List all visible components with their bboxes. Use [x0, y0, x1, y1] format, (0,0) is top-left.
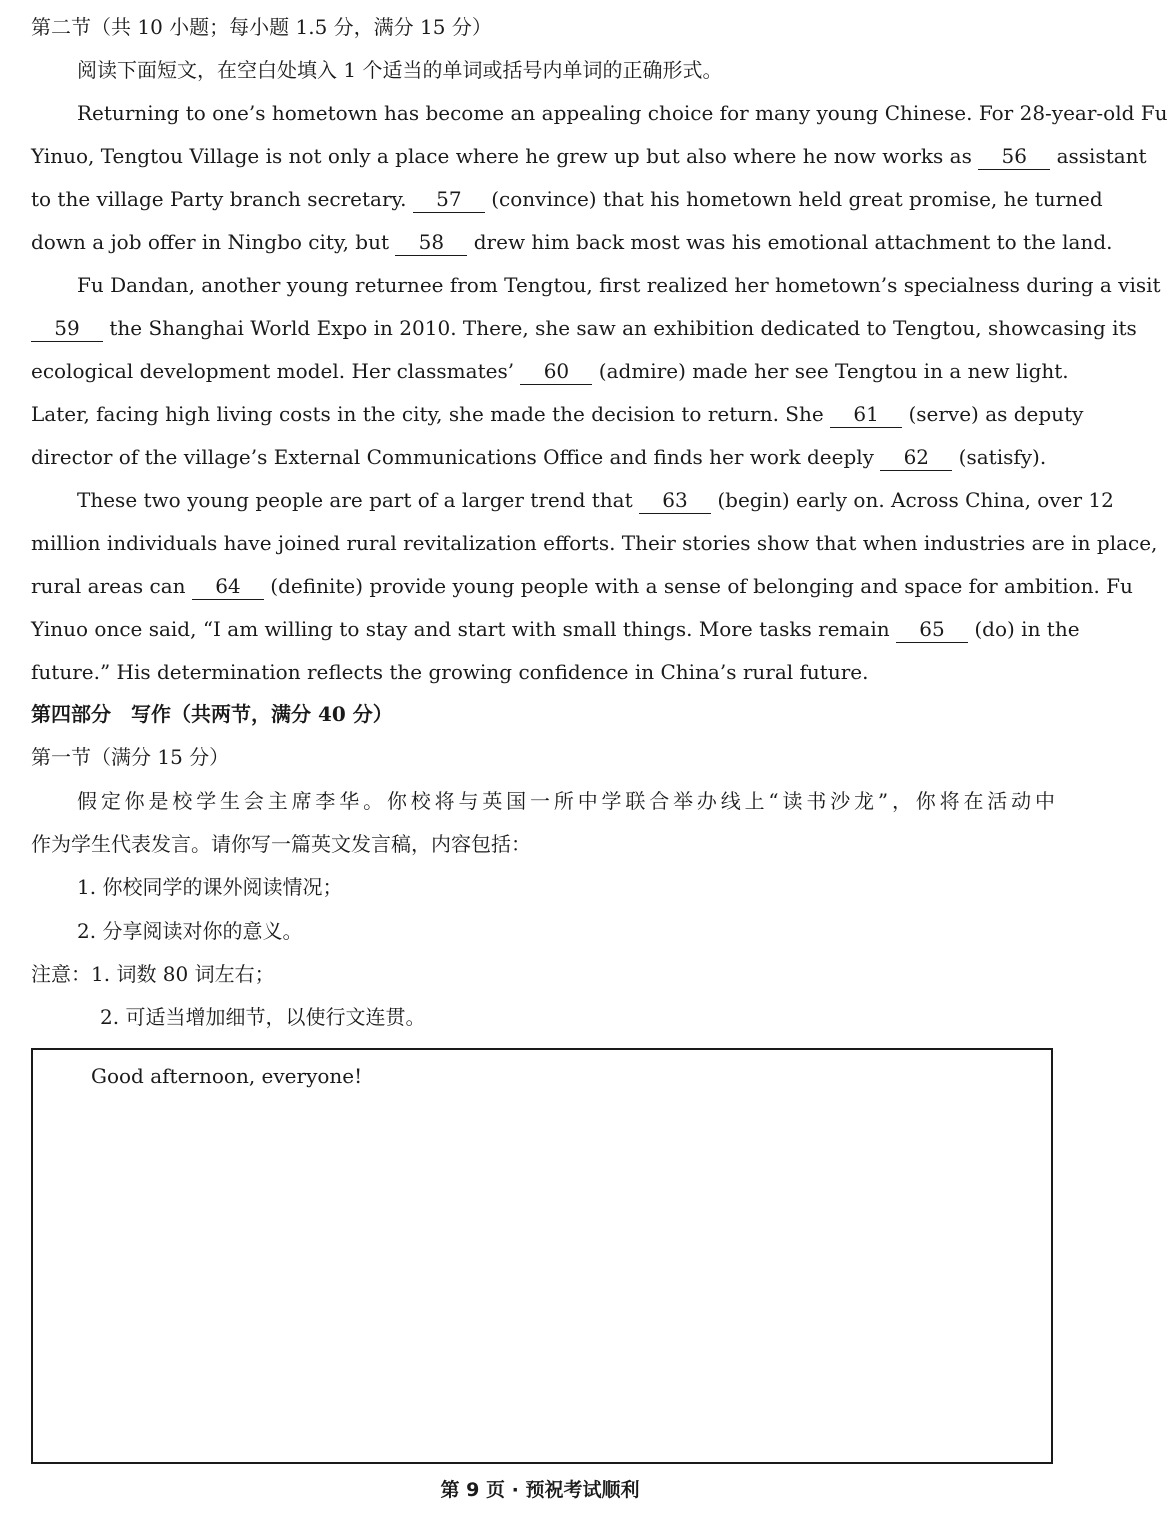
passage-line: director of the village’s External Communications Office and finds her work deeply 62 (satisfy).: [31, 445, 1047, 469]
blank-65[interactable]: 65: [896, 616, 968, 643]
passage-line: million individuals have joined rural revitalization efforts. Their stories show that when industries are in place,: [31, 531, 1158, 555]
writing-prompt-line: 假定你是校学生会主席李华。你校将与英国一所中学联合举办线上“读书沙龙”，你将在活动中: [77, 789, 1055, 813]
blank-63[interactable]: 63: [639, 487, 711, 514]
prompt-item: 2. 分享阅读对你的意义。: [77, 919, 303, 943]
blank-60[interactable]: 60: [520, 358, 592, 385]
passage-line: Later, facing high living costs in the city, she made the decision to return. She 61 (serve) as deputy: [31, 402, 1084, 426]
answer-start-text: Good afternoon, everyone!: [91, 1064, 363, 1088]
passage-line: Yinuo once said, “I am willing to stay and start with small things. More tasks remain 65 (do) in the: [31, 617, 1080, 641]
section2-heading: 第二节（共 10 小题；每小题 1.5 分，满分 15 分）: [31, 15, 492, 39]
blank-57[interactable]: 57: [413, 186, 485, 213]
passage-line: These two young people are part of a larger trend that 63 (begin) early on. Across China, over 12: [77, 488, 1114, 512]
passage-line: Yinuo, Tengtou Village is not only a place where he grew up but also where he now works as 56 assistant: [31, 144, 1147, 168]
note-line: 2. 可适当增加细节，以使行文连贯。: [100, 1005, 426, 1029]
passage-line: ecological development model. Her classmates’ 60 (admire) made her see Tengtou in a new light.: [31, 359, 1069, 383]
note-line: 注意：1. 词数 80 词左右；: [31, 962, 275, 986]
passage-line: Fu Dandan, another young returnee from Tengtou, first realized her hometown’s specialness during a visit: [77, 273, 1161, 297]
blank-62[interactable]: 62: [880, 444, 952, 471]
blank-64[interactable]: 64: [192, 573, 264, 600]
blank-59[interactable]: 59: [31, 315, 103, 342]
prompt-item: 1. 你校同学的课外阅读情况；: [77, 875, 343, 899]
passage-line: future.” His determination reflects the growing confidence in China’s rural future.: [31, 660, 869, 684]
blank-56[interactable]: 56: [978, 143, 1050, 170]
blank-61[interactable]: 61: [830, 401, 902, 428]
passage-line: 59 the Shanghai World Expo in 2010. There, she saw an exhibition dedicated to Tengtou, showcasing its: [31, 307, 1055, 350]
page-footer: 第 9 页 · 预祝考试顺利: [440, 1479, 640, 1501]
writing-prompt-line: 作为学生代表发言。请你写一篇英文发言稿，内容包括：: [31, 832, 531, 856]
passage-line: rural areas can 64 (definite) provide young people with a sense of belonging and space for ambition. Fu: [31, 574, 1133, 598]
passage-line: Returning to one’s hometown has become an appealing choice for many young Chinese. For 28-year-old Fu: [77, 101, 1168, 125]
part4-heading: 第四部分 写作（共两节，满分 40 分）: [31, 702, 393, 726]
answer-box[interactable]: [31, 1048, 1053, 1464]
passage-line: to the village Party branch secretary. 57 (convince) that his hometown held great promise, he turned: [31, 187, 1103, 211]
blank-58[interactable]: 58: [395, 229, 467, 256]
passage-line: down a job offer in Ningbo city, but 58 drew him back most was his emotional attachment to the land.: [31, 230, 1113, 254]
part4-section1-heading: 第一节（满分 15 分）: [31, 745, 230, 769]
section2-instruction: 阅读下面短文，在空白处填入 1 个适当的单词或括号内单词的正确形式。: [77, 58, 723, 82]
